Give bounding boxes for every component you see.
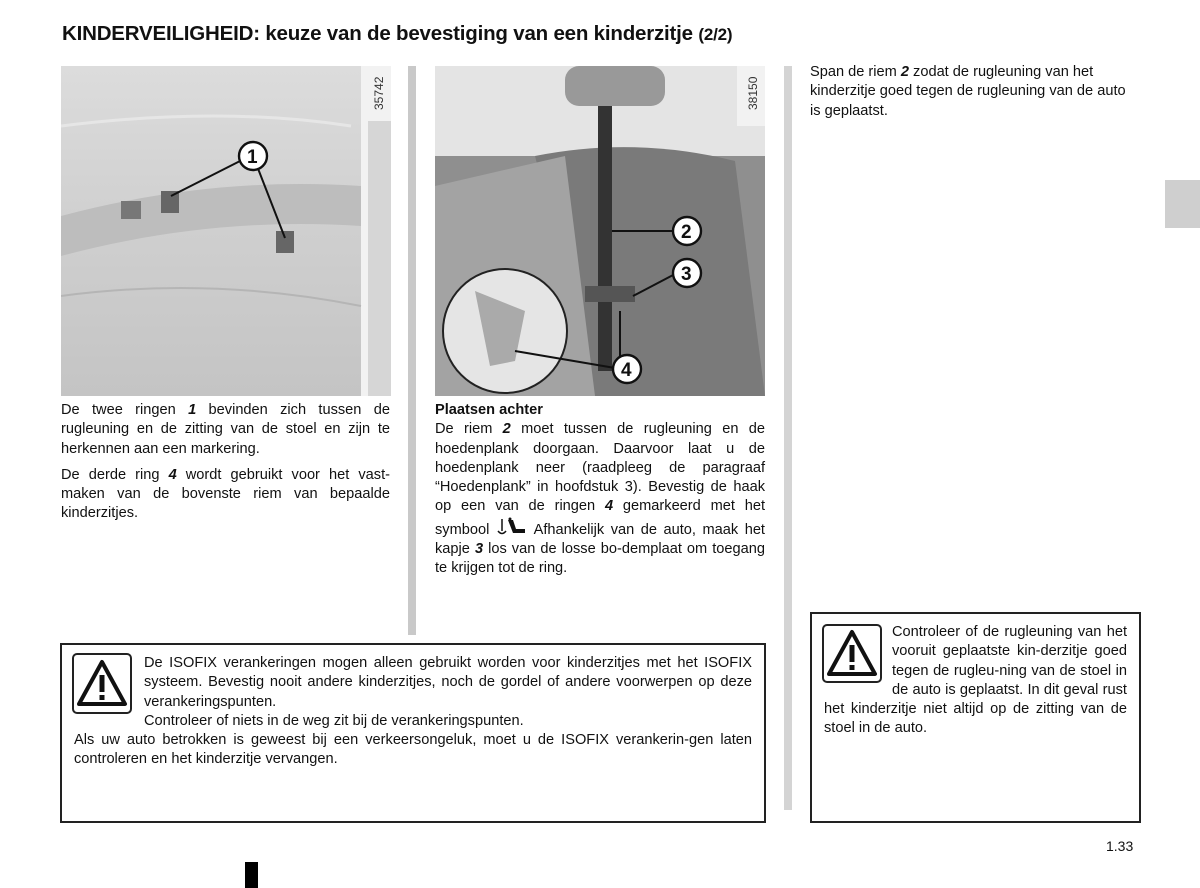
paragraph (810, 63, 1140, 121)
text: moet tussen de rugleuning en de hoedenplank doorgaan. Daarvoor laat u de hoedenplank neer (raadpleeg de paragraaf “Hoedenplank” in hoofdstuk 3). Bevestig de haak op een van de ringen (435, 421, 765, 515)
title-text: KINDERVEILIGHEID: keuze van de bevestiging van een kinderzitje (62, 22, 693, 45)
figure-ref: 35742 (372, 76, 386, 110)
text: Span de riem (810, 64, 901, 80)
paragraph (61, 466, 390, 524)
callout-number: 1 (247, 147, 258, 168)
text: wordt gebruikt voor het vast-maken van de bovenste riem van bepaalde kinderzitjes. (61, 466, 390, 522)
page-title (62, 22, 732, 46)
callout-number: 3 (681, 264, 692, 285)
text: zodat de rugleuning van het kinderzitje goed tegen de rugleuning van de auto is geplaatst. (810, 64, 1126, 119)
figure-isofix-rings (61, 66, 391, 396)
chapter-tab (1165, 180, 1200, 228)
callout-number: 2 (681, 222, 692, 243)
text: los van de losse bo-demplaat om toegang te krijgen tot de ring. (435, 541, 765, 577)
title-part: (2/2) (698, 25, 733, 44)
text: bevinden zich tussen de rugleuning en de zitting van de stoel en zijn te herkennen aan een markering. (61, 402, 390, 457)
figure-rear-anchor (435, 66, 765, 396)
column-3-text (810, 63, 1140, 128)
ref-number: 3 (474, 541, 484, 558)
warning-box-backrest (810, 612, 1141, 823)
warning-text: Controleer of niets in de weg zit bij de verankeringspunten. (144, 713, 524, 729)
ref-number: 4 (604, 498, 614, 515)
paragraph (61, 401, 390, 459)
column-1-text (61, 401, 390, 531)
column-divider (784, 66, 792, 810)
text: De riem (435, 421, 503, 438)
paragraph (435, 420, 765, 578)
callout-number: 4 (621, 360, 632, 381)
ref-number: 1 (188, 402, 197, 418)
warning-box-isofix (60, 643, 766, 823)
page-number: 1.33 (1106, 838, 1134, 854)
ref-number: 2 (502, 421, 511, 438)
text: De twee ringen (61, 402, 189, 418)
ref-number: 2 (900, 64, 909, 80)
warning-text: Als uw auto betrokken is geweest bij een verkeersongeluk, moet u de ISOFIX verankerin-gen laten controleren en het kinderzitje vervangen. (74, 732, 752, 768)
column-divider (408, 66, 416, 635)
text: De derde ring (61, 466, 169, 483)
warning-triangle-icon (822, 624, 882, 683)
ref-number: 4 (168, 466, 177, 483)
warning-text: De ISOFIX verankeringen mogen alleen gebruikt worden voor kinderzitjes met het ISOFIX systeem. Bevestig nooit andere kinderzitjes, noch de gordel of andere voorwerpen op deze verankeringspunten. (144, 655, 752, 710)
isofix-anchor-symbol-icon (496, 522, 528, 538)
text: Afhankelijk van de auto, maak het kapje (435, 521, 765, 558)
warning-text-content: Controleer of de rugleuning van het vooruit geplaatste kin-derzitje goed tegen de rugleu-ning van de stoel in de auto is geplaatst. In dit geval rust het kinderzitje niet altijd op de zitting van de stoel in de auto. (824, 624, 1127, 737)
section-heading: Plaatsen achter (435, 402, 543, 418)
text: gemarkeerd met het symbool (435, 498, 766, 538)
column-2-text (435, 401, 765, 586)
crop-mark (245, 862, 258, 888)
figure-ref: 38150 (746, 76, 760, 110)
warning-triangle-icon (72, 653, 132, 714)
